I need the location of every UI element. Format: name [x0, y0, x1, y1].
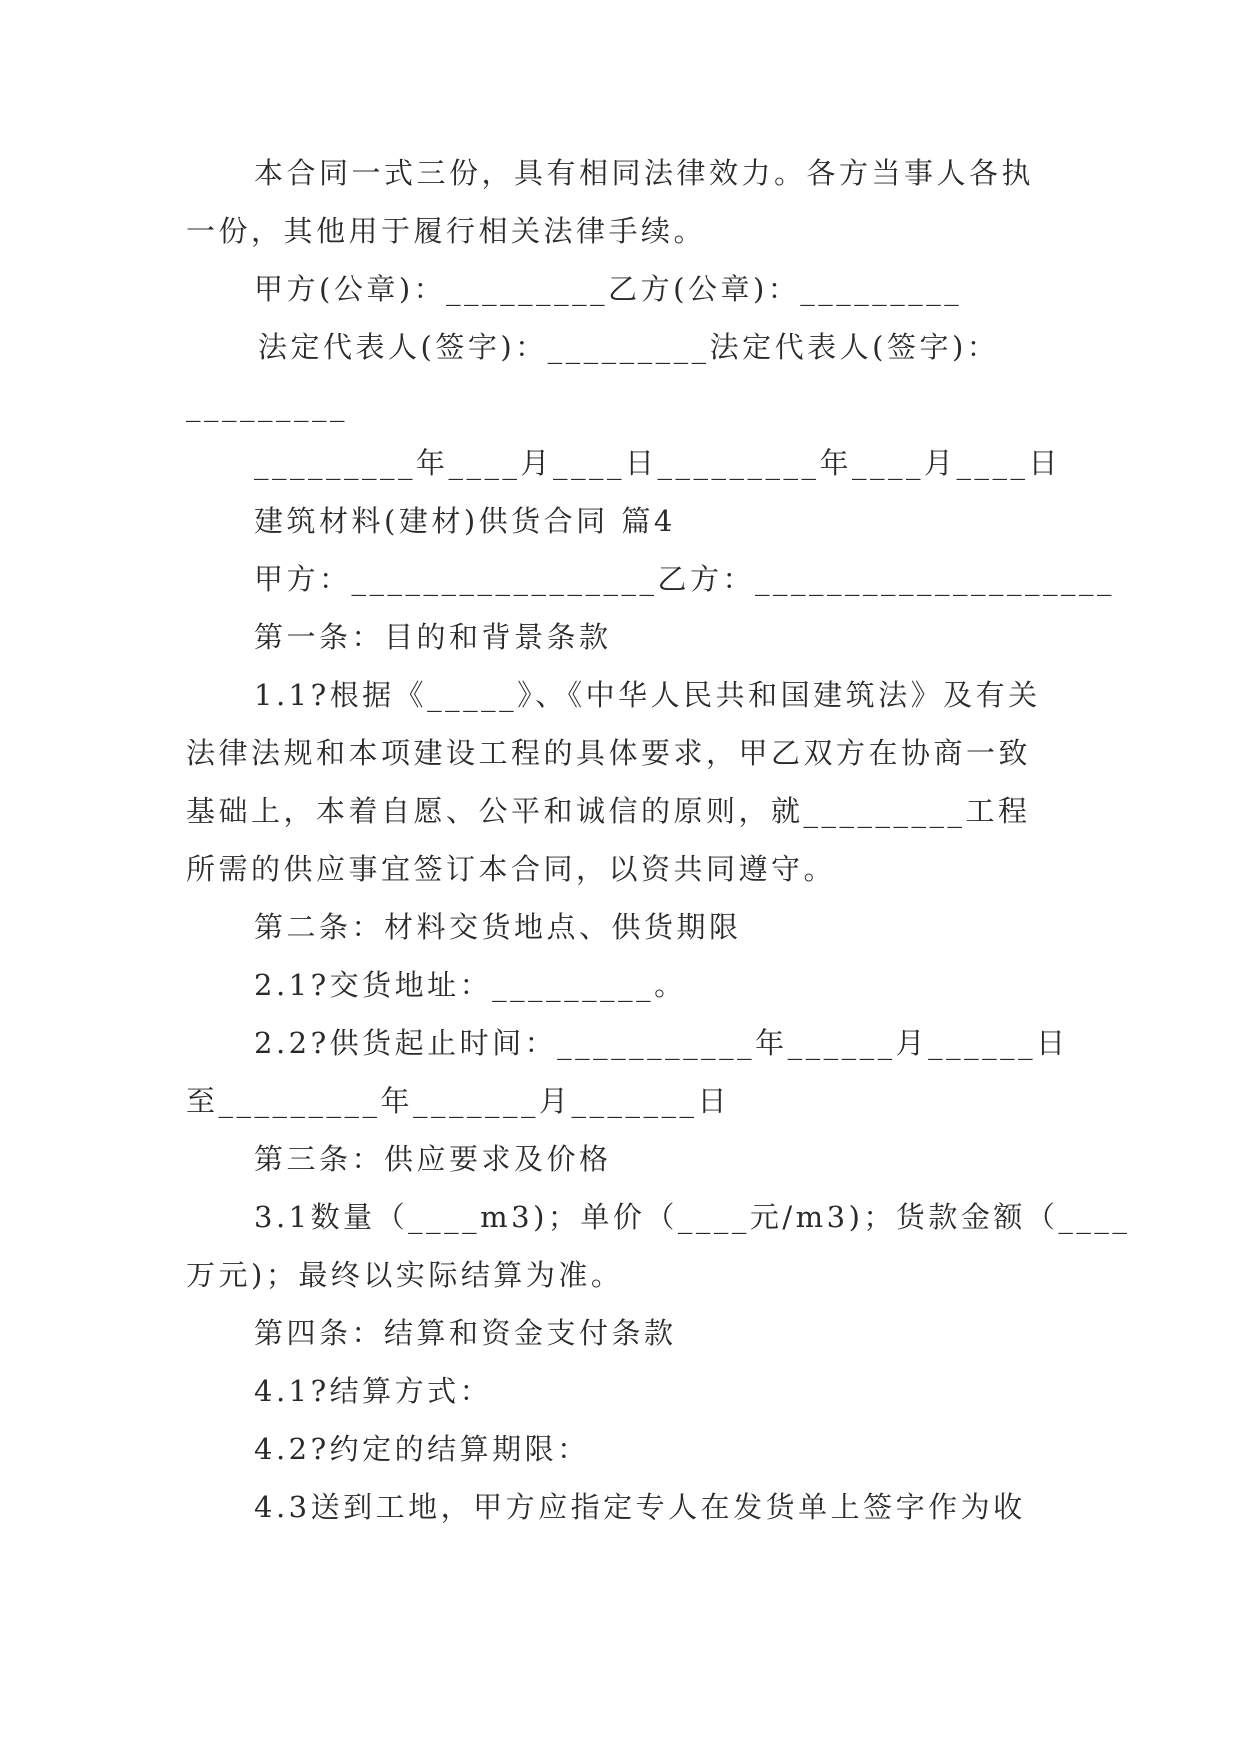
paragraph-line: 2.2?供货起止时间：___________年______月______日 — [254, 1026, 1069, 1060]
signature-line: _________ — [186, 388, 348, 422]
section-title: 建筑材料(建材)供货合同 篇4 — [254, 504, 676, 538]
paragraph-line: 至_________年_______月_______日 — [186, 1084, 731, 1118]
party-line: 甲方：_________________乙方：____________________ — [254, 562, 1116, 596]
article-heading: 第二条：材料交货地点、供货期限 — [254, 910, 742, 944]
date-line: _________年____月____日_________年____月____日 — [254, 446, 1062, 480]
paragraph-line: 4.2?约定的结算期限： — [254, 1432, 590, 1466]
paragraph-line: 法律法规和本项建设工程的具体要求，甲乙双方在协商一致 — [186, 736, 1032, 770]
paragraph-line: 2.1?交货地址：_________。 — [254, 968, 687, 1002]
paragraph-line: 一份，其他用于履行相关法律手续。 — [186, 214, 707, 248]
paragraph-line: 基础上，本着自愿、公平和诚信的原则，就_________工程 — [186, 794, 1031, 828]
article-heading: 第四条：结算和资金支付条款 — [254, 1316, 677, 1350]
article-heading: 第三条：供应要求及价格 — [254, 1142, 612, 1176]
paragraph-line: 本合同一式三份，具有相同法律效力。各方当事人各执 — [254, 156, 1035, 190]
paragraph-line: 1.1?根据《_____》、《中华人民共和国建筑法》及有关 — [254, 678, 1041, 712]
signature-line: 甲方(公章)：_________乙方(公章)：_________ — [254, 272, 963, 306]
paragraph-line: 3.1数量（____m3)；单价（____元/m3)；货款金额（____ — [254, 1200, 1131, 1234]
signature-line: 法定代表人(签字)：_________法定代表人(签字)： — [258, 330, 1000, 364]
paragraph-line: 所需的供应事宜签订本合同，以资共同遵守。 — [186, 852, 837, 886]
paragraph-line: 万元)；最终以实际结算为准。 — [186, 1258, 624, 1292]
paragraph-line: 4.1?结算方式： — [254, 1374, 493, 1408]
article-heading: 第一条：目的和背景条款 — [254, 620, 612, 654]
paragraph-line: 4.3送到工地，甲方应指定专人在发货单上签字作为收 — [254, 1490, 1026, 1524]
